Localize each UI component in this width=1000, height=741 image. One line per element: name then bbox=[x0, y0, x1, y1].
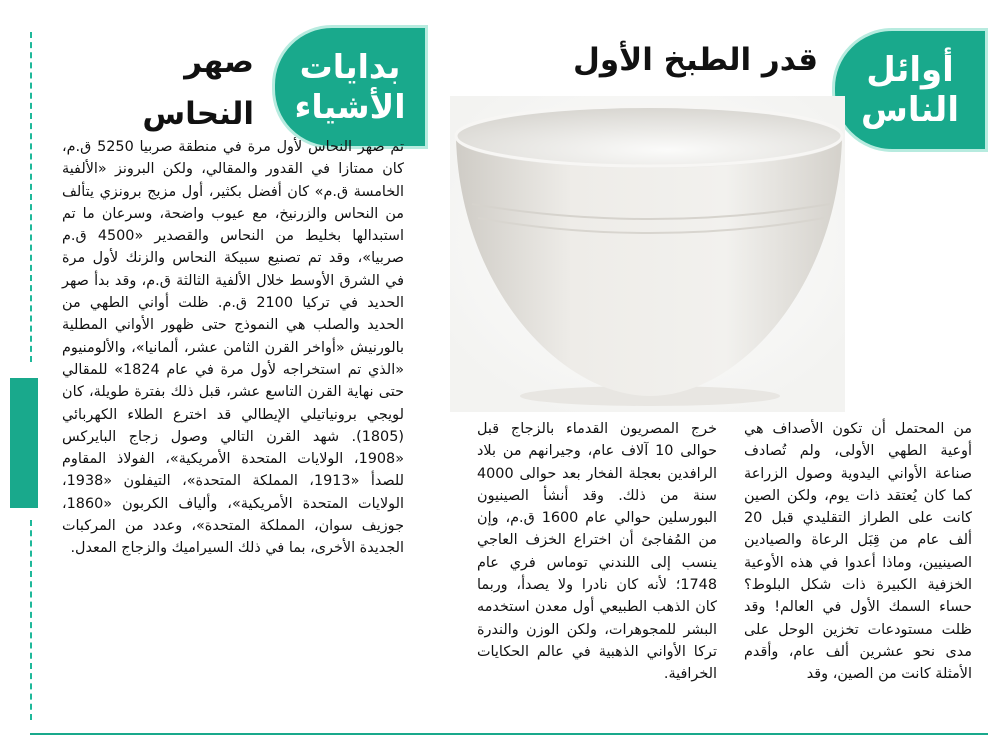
bottom-rule bbox=[30, 733, 988, 735]
sidebar-title: صهر النحاس bbox=[142, 44, 254, 132]
paragraph: خرج المصريون القدماء بالزجاج قبل حوالى 10 آلاف عام، وجيرانهم من بلاد الرافدين بعجلة الفخار بعد حوالى 4000 سنة من ذلك. وقد أنشأ الصينيون البورسلين حوالي عام 1600 ق.م، وإن من المُفاجئ أن اختراع الخزف العاجي ينسب إلى اللندني توماس فري عام 1748؛ لأنه كان نادرا ولا يصدأ، وربما كان الذهب الطبيعي أول معدن استخدمه البشر للمجوهرات، ولكن الوزن والندرة تركا الأواني الذهبية في عالم الحكايات الخرافية. bbox=[477, 421, 717, 683]
section-badge-first-people bbox=[832, 28, 988, 152]
section-badge-beginnings bbox=[272, 25, 428, 149]
paragraph: من المحتمل أن تكون الأصداف هي أوعية الطهي الأولى، ولم تُصادف صناعة الأواني اليدوية وصول الزراعة كما كان يُعتقد ذات يوم، ولكن الصين كانت على الطراز التقليدي قبل 20 ألف عام من قِبَل الرعاة والصيادين الصينيين، وماذا أعدوا في هذه الأوعية الخزفية الكبيرة ذات شكل البلوط؟ حساء السمك الأول في العالم! وقد ظلت مستودعات تخزين الوحل على مدى نحو عشرين ألف عام، وأقدم الأمثلة كانت من الصين، وقد bbox=[744, 421, 972, 683]
sidebar-column bbox=[62, 136, 404, 560]
left-dashed-rule-lower bbox=[30, 520, 32, 720]
article-title: قدر الطبخ الأول bbox=[573, 42, 818, 78]
article-column-middle bbox=[477, 418, 717, 686]
article-column-right bbox=[744, 418, 972, 686]
badge-label: أوائل الناس bbox=[861, 50, 959, 130]
left-dashed-rule bbox=[30, 32, 32, 362]
badge-label: بدايات الأشياء bbox=[294, 47, 406, 126]
paragraph: تم صهر النحاس لأول مرة في منطقة صربيا 5250 ق.م، كان ممتازا في القدور والمقالي، ولكن البرونز «الألفية الخامسة ق.م» كان أفضل بكثير، أول مزيج برونزي يتألف من النحاس والزرنيخ، مع عيوب واضحة، وسرعان ما تم استبدالها بخليط من النحاس والقصدير «4500 ق.م صربيا»، وقد تم تصنيع سبيكة النحاس والزنك لأول مرة في الشرق الأوسط خلال الألفية الثالثة ق.م، وقد بدأ صهر الحديد في تركيا 2100 ق.م. ظلت أواني الطهي من الحديد والصلب هي النموذج حتى ظهور الأواني المطلية بالورنيش «أواخر القرن الثامن عشر، ألمانيا»، والألومنيوم «الذي تم استخراجه لأول مرة في عام 1824» للمقالي حتى نهاية القرن التاسع عشر، قبل ذلك بفترة طويلة، كان لويجي برونياتيلي الإيطالي قد اخترع الطلاء الكهربائي (1805). شهد القرن التالي وصول زجاج البايركس «1908، الولايات المتحدة الأمريكية»، الفولاذ المقاوم للصدأ «1913، المملكة المتحدة»، التيفلون «1938، الولايات المتحدة الأمريكية»، وألياف الكربون «1860، جوزيف سوان، المملكة المتحدة»، وعدد من المركبات الجديدة الأخرى، بما في ذلك السيراميك والزجاج المعدل. bbox=[62, 139, 405, 557]
bowl-photo bbox=[450, 96, 845, 412]
left-accent-bar bbox=[10, 378, 38, 508]
bowl-icon bbox=[450, 96, 845, 412]
